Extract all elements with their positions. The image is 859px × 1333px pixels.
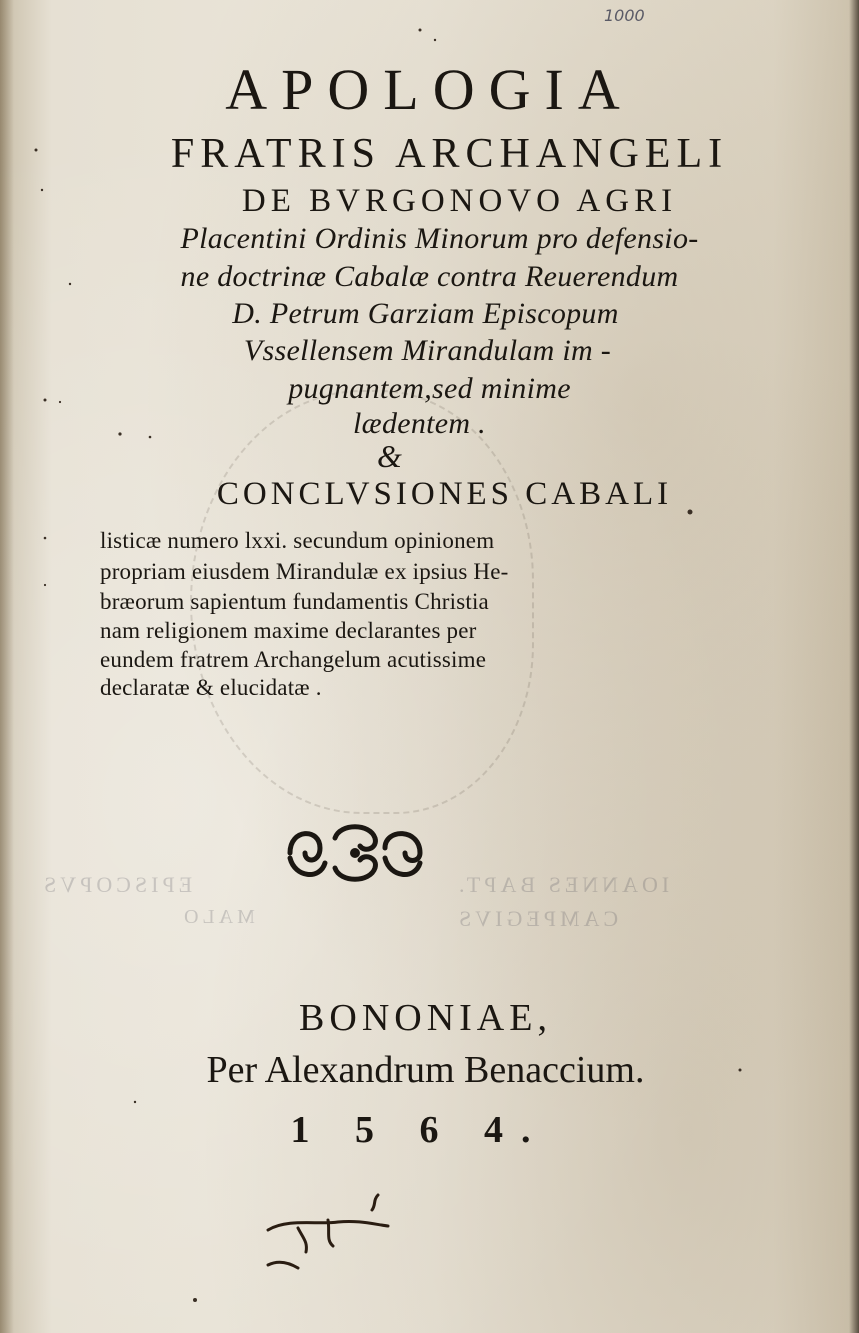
bleed-through-text-left-2: MALO	[180, 906, 255, 928]
conclusiones-line-6: eundem fratrem Archangelum acutissime	[100, 647, 487, 672]
conclusiones-line-7: declaratæ & elucidatæ .	[100, 675, 322, 700]
conclusiones-line-5: nam religionem maxime declarantes per	[100, 618, 477, 643]
title-line-8: pugnantem,sed minime	[288, 372, 571, 405]
conclusiones-line-4: bræorum sapientum fundamentis Christia	[100, 589, 489, 614]
bleed-through-text-left: EPISCOPVS	[40, 872, 193, 897]
title-line-3: DE BVRGONOVO AGRI	[241, 183, 678, 219]
title-line-6: D. Petrum Garziam Episcopum	[232, 297, 619, 330]
title-line-5: ne doctrinæ Cabalæ contra Reuerendum	[180, 260, 679, 293]
conclusiones-line-3: propriam eiusdem Mirandulæ ex ipsius He-	[100, 559, 509, 584]
ampersand: &	[377, 438, 402, 474]
imprint-year: 1 5 6 4.	[290, 1109, 549, 1151]
conclusiones-line-2: listicæ numero lxxi. secundum opinionem	[100, 528, 495, 553]
title-line-1: APOLOGIA	[225, 57, 634, 122]
bleed-through-text-right: IOANNES BAPT.	[455, 872, 670, 897]
title-line-2: FRATRIS ARCHANGELI	[170, 131, 729, 177]
title-line-4: Placentini Ordinis Minorum pro defensio-	[180, 222, 699, 255]
title-line-7: Vssellensem Mirandulam im -	[243, 334, 612, 367]
conclusiones-line-1: CONCLVSIONES CABALI	[216, 476, 673, 512]
imprint-printer: Per Alexandrum Benaccium.	[206, 1049, 645, 1091]
imprint-city: BONONIAE,	[299, 997, 552, 1039]
pencil-note: 1000	[604, 6, 645, 25]
bleed-through-text-right-2: CAMPEGIVS	[455, 906, 619, 931]
title-line-9: lædentem .	[353, 407, 486, 440]
